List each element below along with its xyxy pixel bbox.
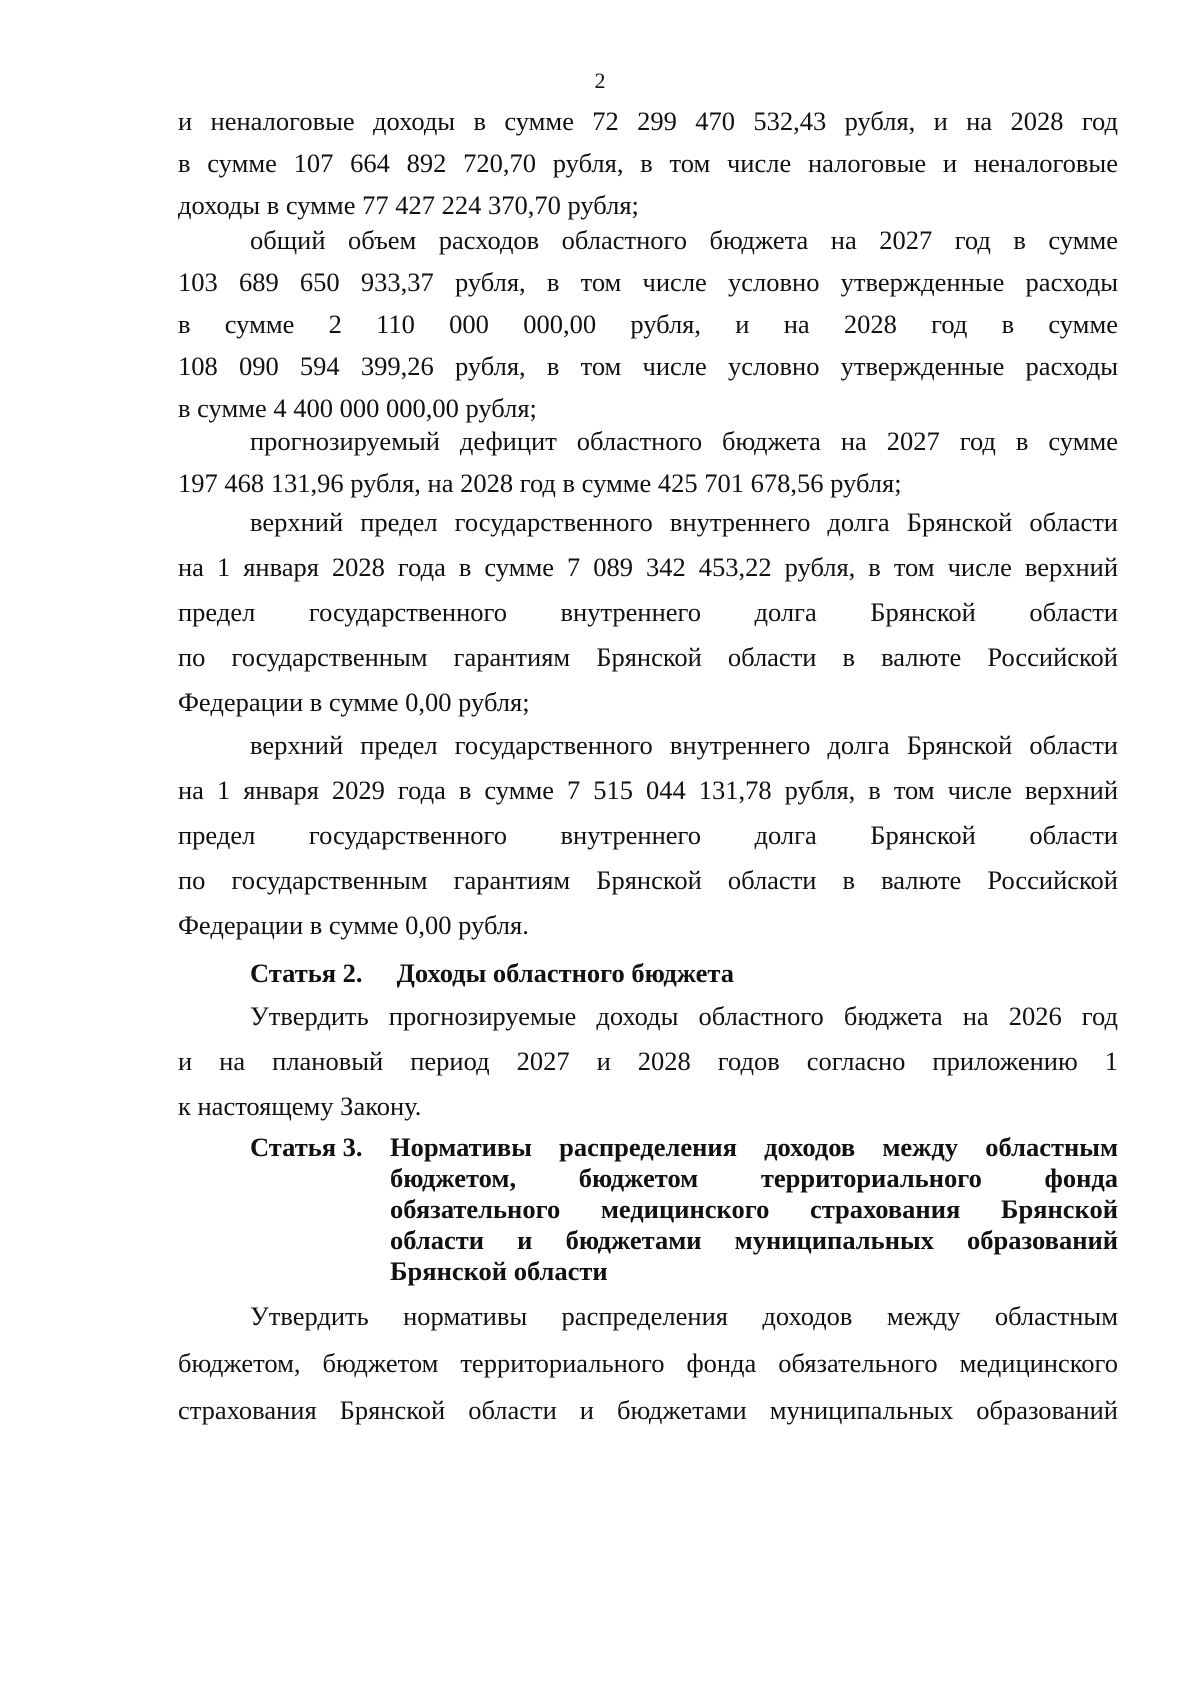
article3-heading (178, 1132, 1118, 1287)
article-title: Доходы областного бюджета (396, 958, 735, 988)
text-line: Утвердить прогнозируемые доходы областного бюджета на 2026 год (250, 1001, 1118, 1031)
text-line: верхний предел государственного внутреннего долга Брянской области (250, 507, 1118, 537)
text-line: 108 090 594 399,26 рубля, в том числе условно утвержденные расходы (178, 351, 1118, 381)
text-line: предел государственного внутреннего долга Брянской области (178, 820, 1118, 850)
text-line: Утвердить нормативы распределения доходов между областным (250, 1301, 1118, 1331)
article1-continuation (178, 100, 1118, 226)
paragraph-debt-2028 (178, 500, 1118, 725)
text-line: бюджетом, бюджетом территориального фонда обязательного медицинского (178, 1348, 1118, 1378)
article3-body (178, 1293, 1118, 1434)
text-line: 197 468 131,96 рубля, на 2028 год в сумме 425 701 678,56 рубля; (178, 468, 902, 498)
title-line: обязательного медицинского страхования Брянской (390, 1194, 1118, 1224)
text-line: 103 689 650 933,37 рубля, в том числе условно утвержденные расходы (178, 267, 1118, 297)
text-line: к настоящему Закону. (178, 1091, 422, 1121)
text-line: в сумме 107 664 892 720,70 рубля, в том числе налоговые и неналоговые (178, 148, 1118, 178)
text-line: в сумме 2 110 000 000,00 рубля, и на 2028 год в сумме (178, 309, 1118, 339)
article-label: Статья 2. (250, 958, 363, 988)
title-line: бюджетом, бюджетом территориального фонда (390, 1163, 1118, 1193)
paragraph-expenses (178, 219, 1118, 429)
page-number: 2 (594, 68, 606, 93)
text-line: и на плановый период 2027 и 2028 годов согласно приложению 1 (178, 1046, 1118, 1076)
title-line: Нормативы распределения доходов между областным (390, 1132, 1118, 1162)
article-title (390, 1132, 1118, 1287)
article-label: Статья 3. (250, 1132, 363, 1162)
text-line: верхний предел государственного внутреннего долга Брянской области (250, 730, 1118, 760)
text-line: общий объем расходов областного бюджета на 2027 год в сумме (250, 225, 1118, 255)
text-line: и неналоговые доходы в сумме 72 299 470 532,43 рубля, и на 2028 год (178, 106, 1118, 136)
paragraph-debt-2029 (178, 723, 1118, 948)
article2-body (178, 994, 1118, 1129)
title-line: области и бюджетами муниципальных образований (390, 1225, 1118, 1255)
title-line: Брянской области (390, 1256, 608, 1286)
article2-heading (178, 952, 1118, 994)
text-line: Федерации в сумме 0,00 рубля. (178, 910, 529, 940)
text-line: в сумме 4 400 000 000,00 рубля; (178, 393, 537, 423)
text-line: страхования Брянской области и бюджетами муниципальных образований (178, 1395, 1118, 1425)
text-line: доходы в сумме 77 427 224 370,70 рубля; (178, 190, 639, 220)
text-line: на 1 января 2028 года в сумме 7 089 342 453,22 рубля, в том числе верхний (178, 552, 1118, 582)
paragraph-deficit (178, 420, 1118, 504)
text-line: прогнозируемый дефицит областного бюджета на 2027 год в сумме (250, 426, 1118, 456)
text-line: Федерации в сумме 0,00 рубля; (178, 687, 530, 717)
text-line: предел государственного внутреннего долга Брянской области (178, 597, 1118, 627)
text-line: на 1 января 2029 года в сумме 7 515 044 131,78 рубля, в том числе верхний (178, 775, 1118, 805)
text-line: по государственным гарантиям Брянской области в валюте Российской (178, 642, 1118, 672)
text-line: по государственным гарантиям Брянской области в валюте Российской (178, 865, 1118, 895)
